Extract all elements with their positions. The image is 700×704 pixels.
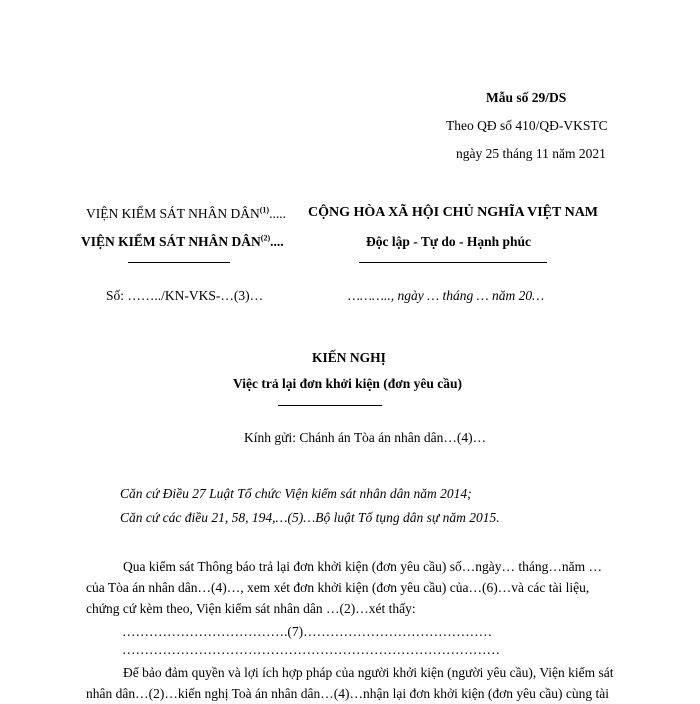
title-underline: [278, 405, 382, 406]
paragraph-line: nhân dân…(2)…kiến nghị Toà án nhân dân…(4)…nhận lại đơn khởi kiện (đơn yêu cầu) cùng tài: [86, 686, 609, 701]
procuracy-name-2-dots: ....: [270, 234, 284, 249]
procuracy-name-2-text: VIỆN KIỂM SÁT NHÂN DÂN: [81, 234, 261, 249]
procuracy-name-2: [81, 234, 284, 250]
procuracy-name-1-dots: .....: [269, 206, 286, 221]
placeholder-line: …………………………………………………………………………: [122, 642, 500, 657]
footnote-1: (1): [259, 205, 270, 215]
placeholder-line-7: ……………………………….(7)……………………………………: [122, 624, 493, 639]
document-title: KIẾN NGHỊ: [312, 350, 386, 365]
national-motto: Độc lập - Tự do - Hạnh phúc: [366, 234, 532, 249]
form-decision: Theo QĐ số 410/QĐ-VKSTC: [446, 118, 608, 133]
place-and-date: ……….., ngày … tháng … năm 20…: [348, 288, 545, 303]
legal-basis-2: Căn cứ các điều 21, 58, 194,…(5)…Bộ luật Tố tụng dân sự năm 2015.: [120, 510, 500, 525]
paragraph-line: của Tòa án nhân dân…(4)…, xem xét đơn khởi kiện (đơn yêu cầu) của…(6)…và các tài liệu,: [86, 580, 590, 595]
country-name: CỘNG HÒA XÃ HỘI CHỦ NGHĨA VIỆT NAM: [308, 205, 599, 220]
procuracy-name-1-text: VIỆN KIỂM SÁT NHÂN DÂN: [86, 206, 260, 221]
document-subtitle: Việc trả lại đơn khởi kiện (đơn yêu cầu): [233, 376, 462, 391]
right-header-underline: [359, 262, 547, 263]
paragraph-line: Qua kiểm sát Thông báo trả lại đơn khởi kiện (đơn yêu cầu) số…ngày… tháng…năm …: [123, 559, 602, 574]
paragraph-line: Để bảo đảm quyền và lợi ích hợp pháp của người khởi kiện (người yêu cầu), Viện kiểm sát: [123, 665, 614, 680]
recipient: Kính gửi: Chánh án Tòa án nhân dân…(4)…: [244, 430, 487, 445]
procuracy-name-1: [86, 206, 286, 222]
footnote-2: (2): [260, 233, 271, 243]
paragraph-line: chứng cứ kèm theo, Viện kiểm sát nhân dân …(2)…xét thấy:: [86, 601, 416, 616]
form-date: ngày 25 tháng 11 năm 2021: [456, 146, 606, 161]
legal-basis-1: Căn cứ Điều 27 Luật Tổ chức Viện kiểm sát nhân dân năm 2014;: [120, 486, 472, 501]
document-number: Số: ……../KN-VKS-…(3)…: [106, 288, 264, 303]
body-paragraph-2: [86, 662, 616, 704]
left-header-underline: [128, 262, 230, 263]
body-paragraph-1: [86, 556, 616, 619]
form-code: Mẫu số 29/DS: [486, 90, 567, 105]
